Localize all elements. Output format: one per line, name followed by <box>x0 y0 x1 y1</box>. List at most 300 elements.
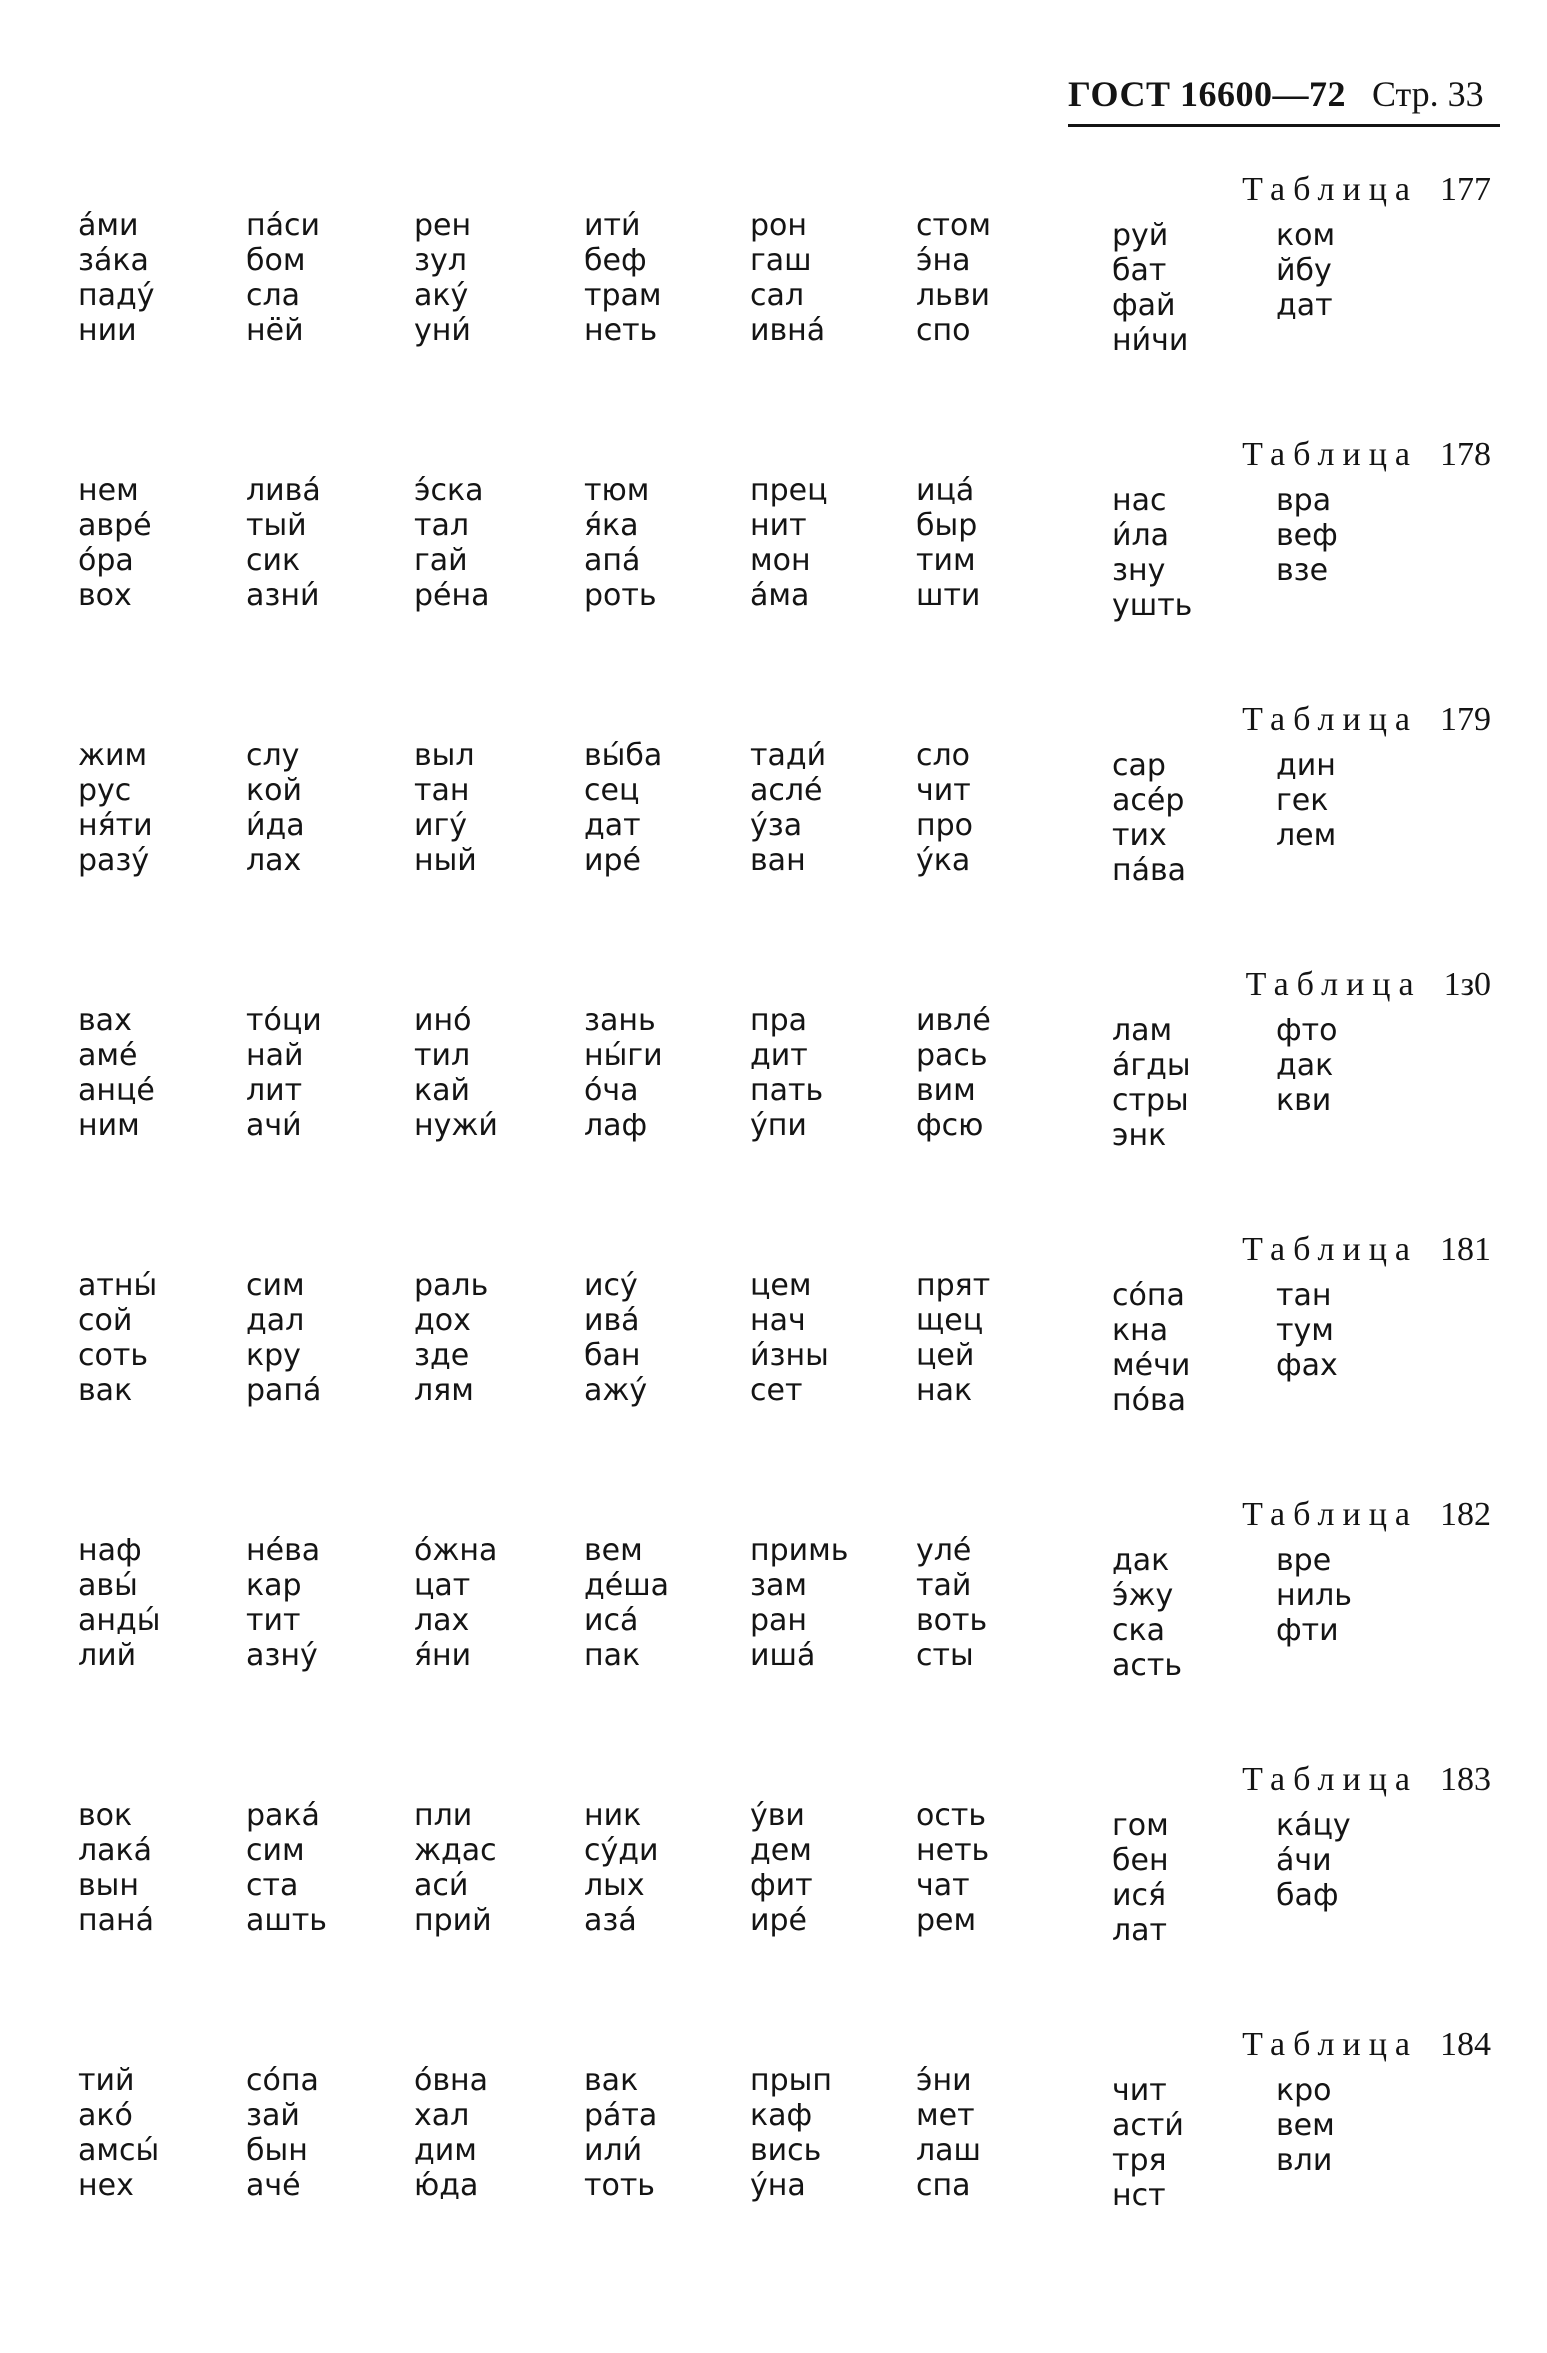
word-cell: лем <box>1276 818 1337 853</box>
word-column <box>414 2063 564 2203</box>
word-cell: зул <box>414 243 467 278</box>
word-cell: ра́та <box>584 2098 658 2133</box>
word-cell: тил <box>414 1038 471 1073</box>
word-cell: чит <box>1112 2073 1167 2108</box>
word-cell: ни́чи <box>1112 323 1189 358</box>
word-cell: тал <box>414 508 470 543</box>
word-cell: зну <box>1112 553 1166 588</box>
word-cell: чат <box>916 1868 970 1903</box>
word-cell: нач <box>750 1303 806 1338</box>
word-cell: сло <box>916 738 971 773</box>
word-cell: ачи́ <box>246 1108 302 1143</box>
standard-number: ГОСТ 16600—72 <box>1068 74 1346 114</box>
word-cell: тюм <box>584 473 650 508</box>
word-cell: вок <box>78 1798 133 1833</box>
word-cell: ашть <box>246 1903 327 1938</box>
word-cell: примь <box>750 1533 849 1568</box>
word-cell: вем <box>584 1533 643 1568</box>
table-caption-label: Таблица <box>1242 436 1418 473</box>
word-cell: уни́ <box>414 313 471 348</box>
word-cell: тади́ <box>750 738 827 773</box>
word-cell: спо <box>916 313 971 348</box>
word-cell: ним <box>78 1108 140 1143</box>
word-column <box>1276 1543 1426 1648</box>
word-table <box>0 2025 1547 2285</box>
word-cell: рус <box>78 773 132 808</box>
word-column <box>246 1798 396 1938</box>
word-cell: нас <box>1112 483 1167 518</box>
word-cell: тих <box>1112 818 1167 853</box>
word-column <box>78 208 228 348</box>
word-column <box>1276 483 1426 588</box>
word-cell: я́ни <box>414 1638 472 1673</box>
word-cell: ость <box>916 1798 987 1833</box>
word-cell: неть <box>916 1833 990 1868</box>
word-column <box>916 1798 1066 1938</box>
page-header <box>1068 70 1500 118</box>
word-cell: зай <box>246 2098 300 2133</box>
word-cell: соть <box>78 1338 149 1373</box>
word-cell: щец <box>916 1303 984 1338</box>
word-cell: сал <box>750 278 805 313</box>
word-cell: и́да <box>246 808 305 843</box>
word-cell: за́ка <box>78 243 149 278</box>
word-cell: пана́ <box>78 1903 154 1938</box>
table-caption-label: Таблица <box>1245 966 1422 1003</box>
word-cell: вак <box>78 1373 133 1408</box>
word-cell: беф <box>584 243 647 278</box>
word-cell: шти <box>916 578 981 613</box>
word-cell: стом <box>916 208 991 243</box>
word-cell: со́па <box>246 2063 319 2098</box>
word-column <box>414 208 564 348</box>
word-cell: цем <box>750 1268 812 1303</box>
word-table <box>0 700 1547 960</box>
word-cell: мон <box>750 543 811 578</box>
word-cell: тий <box>78 2063 135 2098</box>
word-cell: фсю <box>916 1108 984 1143</box>
word-cell: воть <box>916 1603 988 1638</box>
word-column <box>584 208 734 348</box>
word-cell: ити́ <box>584 208 641 243</box>
word-cell: дим <box>414 2133 477 2168</box>
word-cell: кай <box>414 1073 471 1108</box>
word-cell: вра <box>1276 483 1332 518</box>
word-cell: а́ми <box>78 208 139 243</box>
word-cell: я́ка <box>584 508 639 543</box>
word-cell: прец <box>750 473 828 508</box>
table-caption <box>1242 1495 1491 1535</box>
word-cell: а́чи <box>1276 1843 1332 1878</box>
word-cell: ино́ <box>414 1003 472 1038</box>
word-cell: лах <box>246 843 302 878</box>
word-column <box>750 738 900 878</box>
word-column <box>414 473 564 613</box>
page-number: Стр. 33 <box>1371 74 1484 114</box>
word-cell: амсы́ <box>78 2133 160 2168</box>
word-cell: руй <box>1112 218 1169 253</box>
table-caption-number: 184 <box>1440 2026 1491 2063</box>
word-cell: зам <box>750 1568 807 1603</box>
word-column <box>1112 748 1262 888</box>
word-column <box>414 1798 564 1938</box>
word-cell: асле́ <box>750 773 823 808</box>
word-cell: аза́ <box>584 1903 637 1938</box>
word-cell: нст <box>1112 2178 1166 2213</box>
word-cell: па́си <box>246 208 320 243</box>
word-cell: ивле́ <box>916 1003 991 1038</box>
table-caption-number: 181 <box>1440 1231 1491 1268</box>
word-cell: анце́ <box>78 1073 155 1108</box>
word-cell: сим <box>246 1833 305 1868</box>
word-cell: ста <box>246 1868 299 1903</box>
word-cell: со́па <box>1112 1278 1185 1313</box>
word-cell: о́вна <box>414 2063 489 2098</box>
word-cell: авы́ <box>78 1568 138 1603</box>
word-cell: ица́ <box>916 473 975 508</box>
word-cell: вре <box>1276 1543 1332 1578</box>
word-cell: рен <box>414 208 472 243</box>
word-cell: ися́ <box>1112 1878 1167 1913</box>
word-column <box>1276 218 1426 323</box>
word-cell: асе́р <box>1112 783 1185 818</box>
word-column <box>916 473 1066 613</box>
table-caption-label: Таблица <box>1242 171 1418 208</box>
word-cell: слу <box>246 738 300 773</box>
word-cell: тай <box>916 1568 972 1603</box>
word-cell: и́ла <box>1112 518 1170 553</box>
word-cell: лака́ <box>78 1833 153 1868</box>
word-cell: нужи́ <box>414 1108 498 1143</box>
word-table <box>0 965 1547 1225</box>
word-cell: ире́ <box>584 843 641 878</box>
word-cell: дат <box>584 808 641 843</box>
word-column <box>750 473 900 613</box>
table-caption-number: 183 <box>1440 1761 1491 1798</box>
word-column <box>1276 1808 1426 1913</box>
word-cell: аме́ <box>78 1038 138 1073</box>
word-column <box>78 473 228 613</box>
word-cell: иша́ <box>750 1638 816 1673</box>
word-column <box>78 1268 228 1408</box>
word-cell: лям <box>414 1373 474 1408</box>
word-cell: дак <box>1276 1048 1334 1083</box>
word-cell: гай <box>414 543 468 578</box>
word-column <box>246 2063 396 2203</box>
word-cell: ждас <box>414 1833 497 1868</box>
word-cell: а́гды <box>1112 1048 1191 1083</box>
word-cell: выл <box>414 738 475 773</box>
word-cell: сец <box>584 773 640 808</box>
word-column <box>750 1533 900 1673</box>
word-column <box>584 1533 734 1673</box>
word-cell: зань <box>584 1003 656 1038</box>
word-cell: уле́ <box>916 1533 972 1568</box>
word-cell: тый <box>246 508 307 543</box>
word-cell: тан <box>414 773 470 808</box>
word-column <box>916 1533 1066 1673</box>
word-cell: дем <box>750 1833 812 1868</box>
word-cell: лам <box>1112 1013 1173 1048</box>
word-column <box>1276 748 1426 853</box>
word-column <box>584 1798 734 1938</box>
word-cell: ису́ <box>584 1268 638 1303</box>
word-cell: сет <box>750 1373 803 1408</box>
word-cell: ком <box>1276 218 1336 253</box>
word-cell: ю́да <box>414 2168 479 2203</box>
word-cell: гом <box>1112 1808 1169 1843</box>
word-cell: пра <box>750 1003 808 1038</box>
word-cell: паду́ <box>78 278 155 313</box>
word-cell: энк <box>1112 1118 1167 1153</box>
word-cell: аси́ <box>414 1868 469 1903</box>
word-column <box>78 2063 228 2203</box>
word-cell: э́ска <box>414 473 484 508</box>
word-cell: ивна́ <box>750 313 826 348</box>
word-cell: ник <box>584 1798 642 1833</box>
word-cell: лаф <box>584 1108 648 1143</box>
word-cell: пать <box>750 1073 824 1108</box>
table-caption <box>1242 170 1491 210</box>
word-cell: бен <box>1112 1843 1169 1878</box>
word-cell: неть <box>584 313 658 348</box>
word-cell: о́жна <box>414 1533 498 1568</box>
word-cell: зде <box>414 1338 470 1373</box>
word-column <box>916 208 1066 348</box>
word-column <box>246 1003 396 1143</box>
word-column <box>1112 1278 1262 1418</box>
word-cell: жим <box>78 738 148 773</box>
word-cell: сим <box>246 1268 305 1303</box>
word-column <box>584 738 734 878</box>
word-cell: фах <box>1276 1348 1338 1383</box>
word-cell: у́за <box>750 808 803 843</box>
word-cell: ре́на <box>414 578 490 613</box>
word-cell: кру <box>246 1338 301 1373</box>
word-cell: вак <box>584 2063 639 2098</box>
word-cell: сар <box>1112 748 1166 783</box>
word-cell: о́ра <box>78 543 134 578</box>
word-cell: у́пи <box>750 1108 807 1143</box>
word-cell: про <box>916 808 974 843</box>
word-column <box>584 473 734 613</box>
word-cell: дох <box>414 1303 471 1338</box>
word-cell: лах <box>414 1603 470 1638</box>
word-cell: дин <box>1276 748 1336 783</box>
word-cell: иса́ <box>584 1603 639 1638</box>
word-column <box>750 1003 900 1143</box>
word-cell: аку́ <box>414 278 469 313</box>
word-cell: у́ка <box>916 843 971 878</box>
word-cell: авре́ <box>78 508 152 543</box>
word-column <box>414 1268 564 1408</box>
word-cell: прып <box>750 2063 832 2098</box>
word-cell: кой <box>246 773 302 808</box>
word-cell: лива́ <box>246 473 321 508</box>
word-cell: у́на <box>750 2168 806 2203</box>
word-cell: быр <box>916 508 978 543</box>
word-cell: хал <box>414 2098 470 2133</box>
word-cell: стры <box>1112 1083 1189 1118</box>
word-column <box>414 1533 564 1673</box>
word-cell: э́жу <box>1112 1578 1174 1613</box>
word-cell: лых <box>584 1868 645 1903</box>
word-cell: кро <box>1276 2073 1332 2108</box>
word-cell: баф <box>1276 1878 1339 1913</box>
word-column <box>750 1798 900 1938</box>
table-caption <box>1242 2025 1491 2065</box>
word-cell: нех <box>78 2168 134 2203</box>
word-cell: ниль <box>1276 1578 1352 1613</box>
table-caption-number: 182 <box>1440 1496 1491 1533</box>
word-cell: азну́ <box>246 1638 318 1673</box>
word-cell: льви <box>916 278 991 313</box>
word-cell: дал <box>246 1303 305 1338</box>
word-cell: вли <box>1276 2143 1333 2178</box>
table-caption-label: Таблица <box>1242 2026 1418 2063</box>
word-cell: кар <box>246 1568 302 1603</box>
word-cell: аче́ <box>246 2168 301 2203</box>
word-cell: ива́ <box>584 1303 640 1338</box>
word-column <box>1112 2073 1262 2213</box>
word-cell: дат <box>1276 288 1333 323</box>
word-cell: цат <box>414 1568 471 1603</box>
word-cell: разу́ <box>78 843 150 878</box>
word-column <box>916 2063 1066 2203</box>
word-cell: ако́ <box>78 2098 133 2133</box>
word-cell: не́ва <box>246 1533 321 1568</box>
word-cell: сты <box>916 1638 974 1673</box>
word-column <box>1112 1808 1262 1948</box>
table-caption-label: Таблица <box>1242 701 1418 738</box>
word-column <box>1112 218 1262 358</box>
word-cell: по́ва <box>1112 1383 1187 1418</box>
word-table <box>0 435 1547 695</box>
word-cell: рем <box>916 1903 977 1938</box>
word-cell: бат <box>1112 253 1167 288</box>
word-cell: нак <box>916 1373 973 1408</box>
word-column <box>414 1003 564 1143</box>
word-cell: ван <box>750 843 806 878</box>
word-cell: ка́цу <box>1276 1808 1351 1843</box>
word-cell: или́ <box>584 2133 643 2168</box>
word-cell: асть <box>1112 1648 1183 1683</box>
word-cell: мет <box>916 2098 975 2133</box>
word-cell: веф <box>1276 518 1338 553</box>
word-cell: ран <box>750 1603 808 1638</box>
table-caption-number: 178 <box>1440 436 1491 473</box>
word-cell: дак <box>1112 1543 1170 1578</box>
word-cell: то́ци <box>246 1003 322 1038</box>
word-cell: сой <box>78 1303 133 1338</box>
word-cell: раль <box>414 1268 489 1303</box>
word-cell: тан <box>1276 1278 1332 1313</box>
word-cell: апа́ <box>584 543 641 578</box>
word-cell: бын <box>246 2133 308 2168</box>
word-table <box>0 1230 1547 1490</box>
word-cell: фто <box>1276 1013 1338 1048</box>
word-cell: нит <box>750 508 807 543</box>
word-cell: лит <box>246 1073 303 1108</box>
word-column <box>1112 1013 1262 1153</box>
word-cell: наф <box>78 1533 142 1568</box>
word-column <box>246 1268 396 1408</box>
word-column <box>1112 483 1262 623</box>
word-cell: де́ша <box>584 1568 670 1603</box>
word-column <box>78 1533 228 1673</box>
word-column <box>414 738 564 878</box>
word-cell: чит <box>916 773 971 808</box>
word-column <box>584 1003 734 1143</box>
word-column <box>246 738 396 878</box>
word-column <box>750 1268 900 1408</box>
word-column <box>1112 1543 1262 1683</box>
word-cell: лат <box>1112 1913 1168 1948</box>
word-cell: ска <box>1112 1613 1165 1648</box>
word-column <box>1276 1278 1426 1383</box>
word-cell: а́ма <box>750 578 810 613</box>
word-cell: ажу́ <box>584 1373 648 1408</box>
word-cell: кви <box>1276 1083 1332 1118</box>
word-column <box>750 2063 900 2203</box>
word-cell: э́на <box>916 243 971 278</box>
word-cell: асти́ <box>1112 2108 1184 2143</box>
table-caption-label: Таблица <box>1242 1231 1418 1268</box>
word-column <box>246 1533 396 1673</box>
word-cell: прий <box>414 1903 492 1938</box>
word-cell: фай <box>1112 288 1176 323</box>
word-cell: фит <box>750 1868 813 1903</box>
table-caption <box>1242 1760 1491 1800</box>
word-column <box>916 738 1066 878</box>
word-cell: трам <box>584 278 662 313</box>
word-cell: вы́ба <box>584 738 663 773</box>
word-cell: рон <box>750 208 808 243</box>
table-caption-label: Таблица <box>1242 1761 1418 1798</box>
word-cell: цей <box>916 1338 975 1373</box>
word-cell: лий <box>78 1638 137 1673</box>
word-cell: вын <box>78 1868 139 1903</box>
word-cell: о́ча <box>584 1073 639 1108</box>
word-cell: нёй <box>246 313 304 348</box>
word-column <box>78 738 228 878</box>
word-table <box>0 170 1547 430</box>
word-cell: взе <box>1276 553 1329 588</box>
word-cell: вем <box>1276 2108 1335 2143</box>
word-cell: най <box>246 1038 304 1073</box>
word-cell: па́ва <box>1112 853 1187 888</box>
word-column <box>1276 2073 1426 2178</box>
table-caption <box>1242 1230 1491 1270</box>
word-cell: фти <box>1276 1613 1339 1648</box>
word-cell: пак <box>584 1638 641 1673</box>
word-cell: ире́ <box>750 1903 807 1938</box>
word-column <box>246 208 396 348</box>
word-cell: пли <box>414 1798 473 1833</box>
word-cell: кна <box>1112 1313 1169 1348</box>
word-cell: дит <box>750 1038 808 1073</box>
word-cell: гаш <box>750 243 812 278</box>
word-table <box>0 1495 1547 1755</box>
table-caption-number: 179 <box>1440 701 1491 738</box>
word-column <box>916 1003 1066 1143</box>
word-cell: у́ви <box>750 1798 805 1833</box>
word-cell: тум <box>1276 1313 1334 1348</box>
word-cell: тря <box>1112 2143 1167 2178</box>
word-cell: сла <box>246 278 301 313</box>
table-caption <box>1246 965 1491 1005</box>
word-cell: ме́чи <box>1112 1348 1191 1383</box>
